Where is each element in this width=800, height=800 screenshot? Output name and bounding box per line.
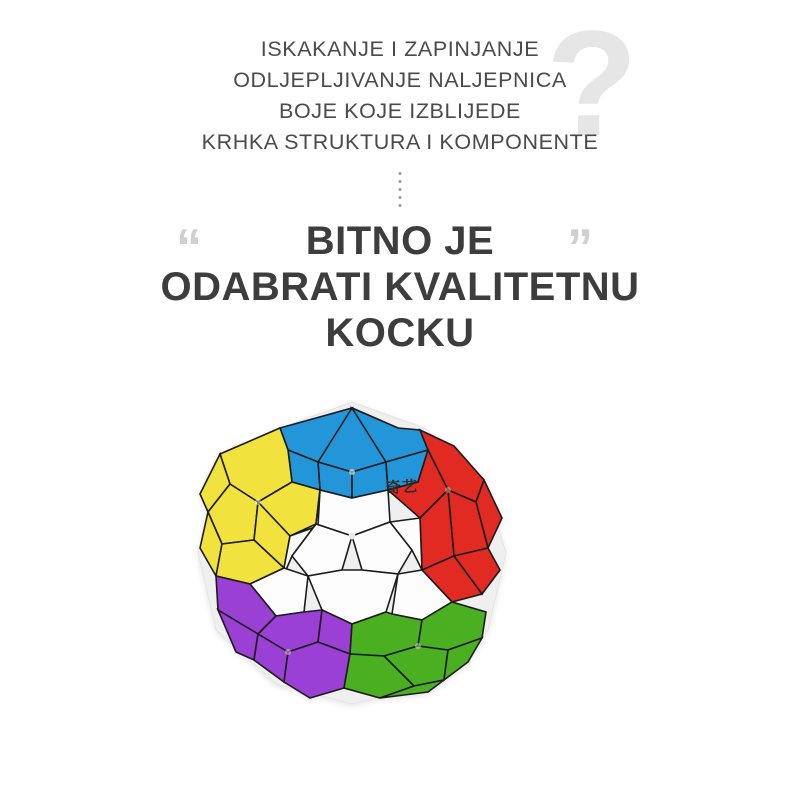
quote-open-icon: “ [176, 219, 202, 277]
headline-line-2: ODABRATI KVALITETNU [160, 265, 640, 309]
divider-dot [399, 196, 402, 199]
quote-close-icon: ” [567, 219, 593, 277]
megaminx-puzzle-image [192, 398, 512, 718]
headline-line-3: KOCKU [325, 311, 475, 355]
megaminx-body [198, 402, 506, 704]
headline [0, 218, 800, 356]
divider-dot [399, 172, 402, 175]
issue-line: BOJE KOJE IZBLIJEDE [279, 99, 521, 123]
sticker-purple-bottom [284, 642, 350, 698]
brand-logo-text: 奇艺 [385, 476, 419, 498]
dotted-divider [399, 172, 402, 207]
divider-dot [399, 188, 402, 191]
pip-highlight [445, 487, 451, 493]
pip-highlight [285, 649, 291, 655]
issue-list [0, 34, 800, 158]
divider-dot [399, 180, 402, 183]
pip-highlight [349, 533, 356, 540]
pip-highlight [349, 469, 355, 475]
issue-line: KRHKA STRUKTURA I KOMPONENTE [201, 130, 599, 154]
question-mark-decoration: ? [546, 0, 636, 167]
issue-line: ODLJEPLJIVANJE NALJEPNICA [233, 68, 567, 92]
headline-line-1: BITNO JE [305, 219, 495, 263]
pip-highlight [255, 499, 261, 505]
divider-dot [399, 204, 402, 207]
megaminx-svg [192, 398, 512, 718]
issue-line: ISKAKANJE I ZAPINJANJE [260, 37, 540, 61]
pip-highlight [415, 643, 421, 649]
